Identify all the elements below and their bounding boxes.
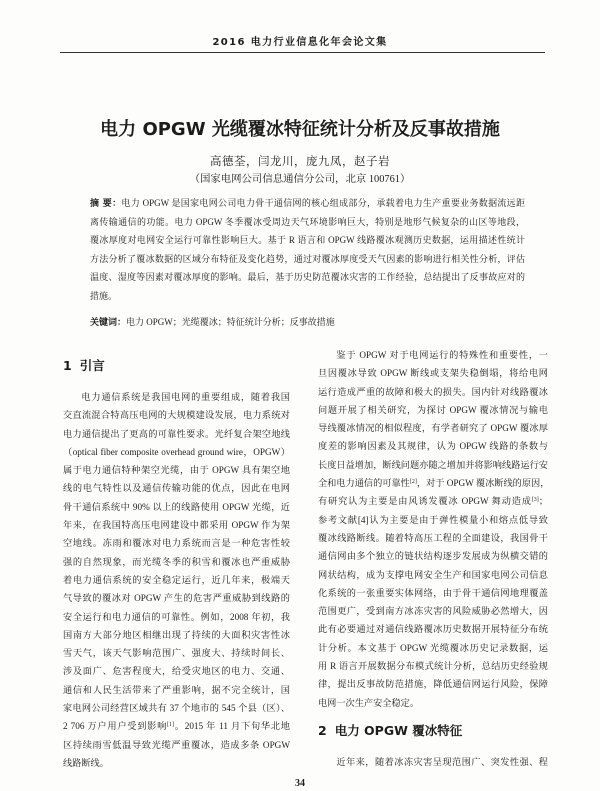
body-line: 近年来，随着冰冻灾害呈现范围广、突发性强、程 <box>336 757 548 767</box>
body-line: 计分析。本文基于 OPGW 光缆覆冰历史记录数据，运 <box>318 642 548 653</box>
body-line: 通信和人民生活带来了严重影响，据不完全统计，国 <box>63 684 290 695</box>
body-line: 安全运行和电力通信的可靠性。例如，2008 年初，我 <box>63 611 290 622</box>
section-number: 1 <box>63 358 72 373</box>
body-line: 鉴于 OPGW 对于电网运行的特殊性和重要性，一 <box>336 350 548 360</box>
keywords-label: 关键词： <box>90 318 127 328</box>
abstract <box>90 194 525 306</box>
section-number: 2 <box>318 723 327 738</box>
body-line: 气导致的覆冰对 OPGW 产生的危害严重威胁到线路的 <box>63 593 290 604</box>
body-line: 电网一次生产安全稳定。 <box>318 697 420 708</box>
keywords-text: 电力 OPGW；光缆覆冰；特征统计分析；反事故措施 <box>126 317 335 327</box>
header-rule <box>60 52 545 53</box>
line-text: 2 706 万户用户受到影响 <box>63 721 168 732</box>
body-line: 用 R 语言开展数据分布模式统计分析，总结历史经验规 <box>318 661 548 672</box>
body-line <box>318 492 548 510</box>
author-list: 高德荃，闫龙川，庞九凤，赵子岩 <box>210 156 390 168</box>
abstract-line: 温度、湿度等因素对覆冰厚度的影响。最后，基于历史防范覆冰灾害的工作经验，总结提出了反事故应对的 <box>90 272 525 283</box>
section-title: 电力 OPGW 覆冰特征 <box>334 723 463 738</box>
citation-ref: [2] <box>409 479 417 486</box>
affiliation: （国家电网公司信息通信分公司，北京 100761） <box>189 174 411 185</box>
body-line: 强的自然现象，而光缆冬季的积雪和覆冰也严重威胁 <box>63 556 290 567</box>
body-line: 骨干通信系统中 90% 以上的线路使用 OPGW 光缆，近 <box>63 501 290 512</box>
line-text: 全和电力通信的可靠性 <box>318 478 410 489</box>
body-line: 线的电气特性以及通信传输功能的优点，因此在电网 <box>63 483 290 494</box>
body-line: 导线覆冰情况的相似程度，有学者研究了 OPGW 覆冰厚 <box>318 423 548 434</box>
section-heading <box>318 723 462 739</box>
body-line: 电力通信提出了更高的可靠性要求。光纤复合架空地线 <box>63 428 290 439</box>
body-line: （optical fiber composite overhead ground wire，OPGW） <box>63 446 290 457</box>
body-line: 运行造成严重的故障和极大的损失。国内针对线路覆冰 <box>318 386 548 397</box>
body-line: 问题开展了相关研究，为探讨 OPGW 覆冰情况与输电 <box>318 404 548 415</box>
body-line: 区持续雨雪低温导致光缆严重覆冰，造成多条 OPGW <box>63 739 290 750</box>
body-line: 着电力通信系统的安全稳定运行，近几年来，极端天 <box>63 574 290 585</box>
body-line: 范围更广，受到南方冰冻灾害的风险威胁必然增大，因 <box>318 606 548 617</box>
section-heading <box>63 358 105 374</box>
body-line: 旦因覆冰导致 OPGW 断线或支架失稳倒塌，将给电网 <box>318 368 548 379</box>
abstract-line <box>90 194 525 213</box>
body-line: 线路断线。 <box>63 757 109 768</box>
body-line: 涉及面广、危害程度大，给受灾地区的电力、交通、 <box>63 666 290 677</box>
body-line: 此有必要通过对通信线路覆冰历史数据开展特征分布统 <box>318 624 548 635</box>
citation-ref: [1] <box>167 722 175 729</box>
body-line: 雪天气，该天气影响范围广、强度大、持续时间长、 <box>63 648 290 659</box>
body-line: 长度日益增加，断线问题亦随之增加并将影响线路运行安 <box>318 459 548 470</box>
abstract-line: 离传输通信的功能。电力 OPGW 冬季覆冰受周边天气环境影响巨大，特别是地形气候复杂的山区等地段， <box>90 216 525 227</box>
body-line <box>63 717 290 735</box>
line-text: ，对于 OPGW 覆冰断线的原因， <box>416 478 550 489</box>
body-line: 家电网公司经营区域共有 37 个地市的 545 个县（区）、 <box>63 703 290 714</box>
abstract-label: 摘 要： <box>90 199 122 209</box>
body-line: 空地线。冻雨和覆冰对电力系统而言是一种危害性较 <box>63 538 290 549</box>
body-line: 交直流混合特高压电网的大规模建设发展，电力系统对 <box>63 410 290 421</box>
section-title: 引言 <box>79 358 105 373</box>
abstract-line: 方法分析了覆冰数据的区域分布特征及变化趋势，通过对覆冰厚度受天气因素的影响进行相关性分析，评估 <box>90 253 525 264</box>
body-line: 电力通信系统是我国电网的重要组成，随着我国 <box>81 392 290 402</box>
body-line: 参考文献[4]认为主要是由于弹性模量小和熔点低导致 <box>318 514 548 525</box>
paper-title: 电力 OPGW 光缆覆冰特征统计分析及反事故措施 <box>100 119 500 140</box>
left-column <box>63 388 290 772</box>
body-line: 覆冰线路断线。随着特高压工程的全面建设，我国骨干 <box>318 532 548 543</box>
body-line: 度差的影响因素及其规律，认为 OPGW 线路的条数与 <box>318 441 548 452</box>
line-text: 。2015 年 11 月下旬华北地 <box>174 721 290 732</box>
body-line: 年来，在我国特高压电网建设中都采用 OPGW 作为架 <box>63 520 290 531</box>
section2-body <box>318 753 548 771</box>
line-text: 有研究认为主要是由风诱发覆冰 OPGW 舞动造成 <box>318 496 532 507</box>
body-line: 属于电力通信特种架空光缆，由于 OPGW 具有架空地 <box>63 465 290 476</box>
body-line: 网状结构，成为支撑电网安全生产和国家电网公司信息 <box>318 569 548 580</box>
body-line: 化系统的一张重要实体网络，由于骨干通信网地理覆盖 <box>318 587 548 598</box>
abstract-line: 措施。 <box>90 290 118 301</box>
citation-ref: [3] <box>531 497 539 504</box>
abstract-line: 覆冰厚度对电网安全运行可靠性影响巨大。基于 R 语言和 OPGW 线路覆冰观测历史数据，运用描述性统计 <box>90 235 525 246</box>
body-line <box>318 474 548 492</box>
keywords <box>90 313 525 332</box>
line-text: ； <box>538 496 548 507</box>
body-line: 律，提出反事故防范措施，降低通信网运行风险，保障 <box>318 679 548 690</box>
abstract-text: 电力 OPGW 是国家电网公司电力骨干通信网的核心组成部分，承载着电力生产重要业务数据流远距 <box>121 198 525 208</box>
body-line: 通信网由多个独立的链状结构逐步发展成为纵横交错的 <box>318 551 548 562</box>
page-number: 34 <box>295 778 305 789</box>
body-line: 国南方大部分地区相继出现了持续的大面积灾害性冰 <box>63 629 290 640</box>
running-header: 2016 电力行业信息化年会论文集 <box>212 37 388 48</box>
right-column <box>318 346 548 712</box>
